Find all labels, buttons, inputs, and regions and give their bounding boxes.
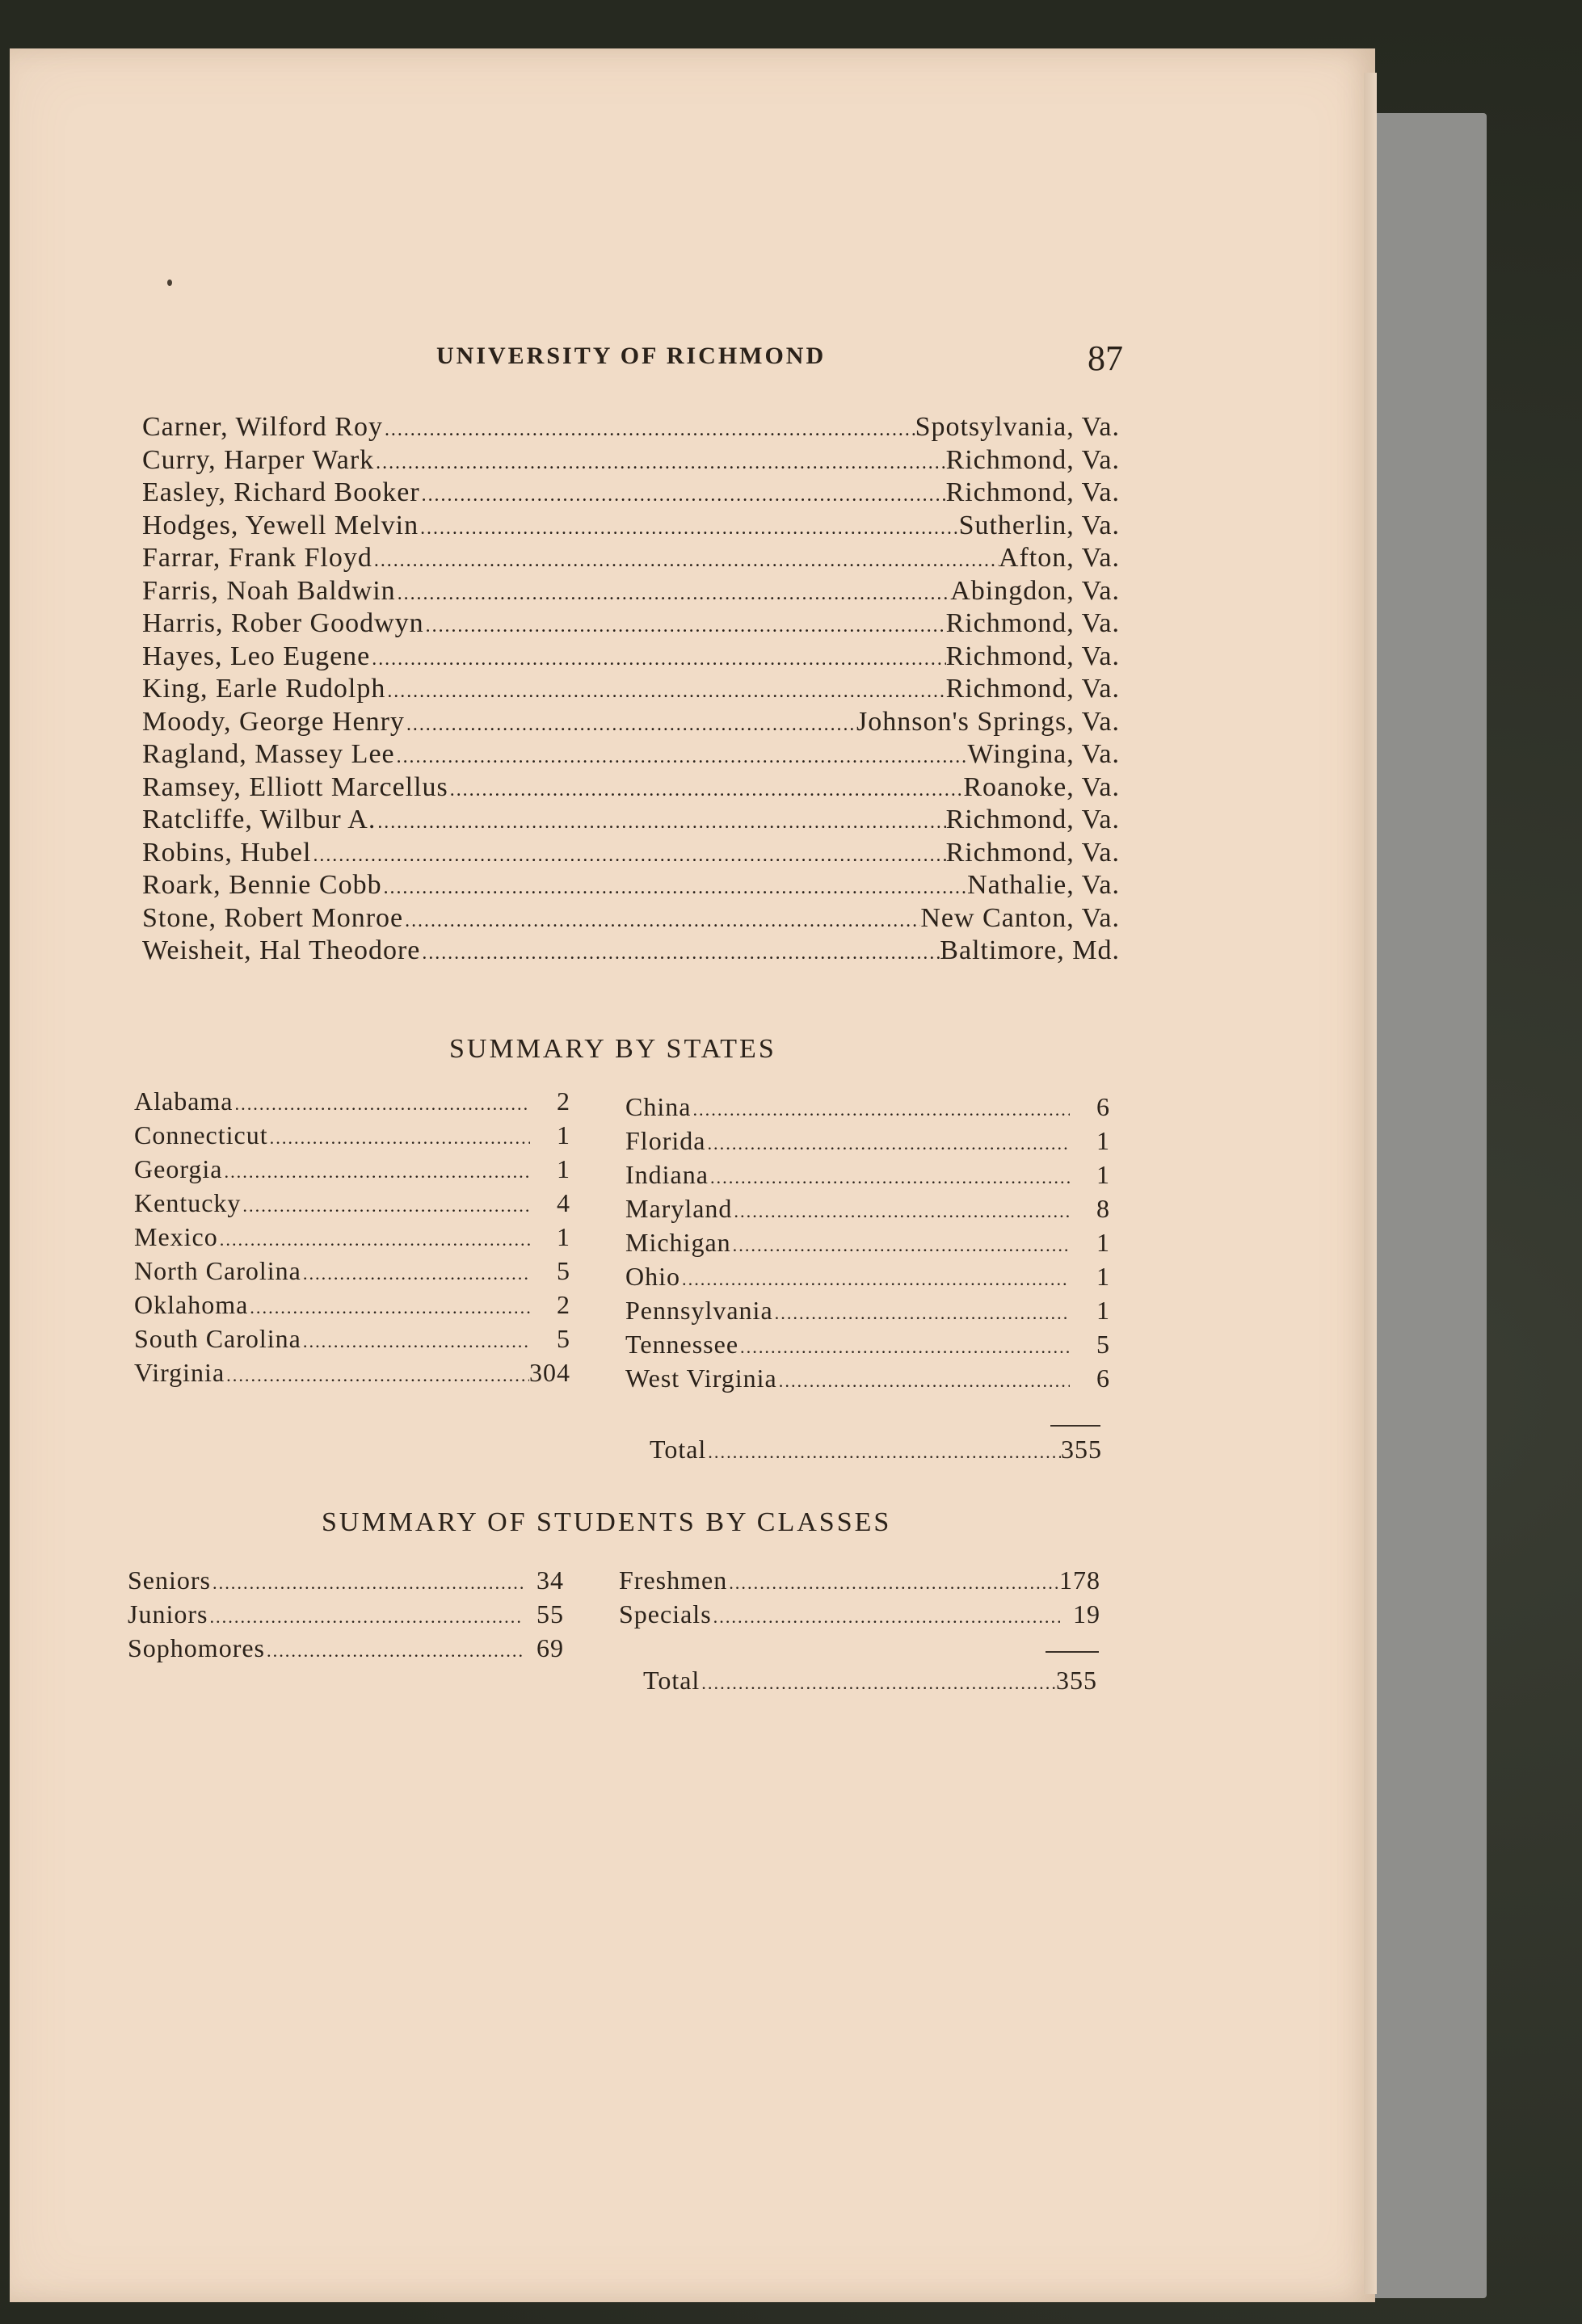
total-value: 355	[1061, 1435, 1102, 1464]
states-right-column	[625, 1092, 1110, 1397]
state-label: Maryland	[625, 1194, 733, 1223]
student-name: King, Earle Rudolph	[142, 674, 386, 704]
dot-leader	[405, 714, 856, 736]
student-home: Nathalie, Va.	[967, 870, 1120, 900]
list-item	[625, 1296, 1110, 1330]
classes-left-column	[128, 1565, 564, 1667]
dot-leader	[705, 1133, 1070, 1154]
list-item	[142, 838, 1120, 871]
sum-rule	[1050, 1425, 1100, 1427]
dot-leader	[424, 616, 946, 637]
class-count: 178	[1059, 1565, 1100, 1595]
ink-speck	[167, 279, 172, 286]
dot-leader	[385, 681, 945, 703]
list-item	[142, 903, 1120, 936]
sum-rule	[1046, 1651, 1099, 1653]
state-label: Virginia	[134, 1358, 225, 1387]
dot-leader	[706, 1442, 1061, 1463]
list-item	[142, 739, 1120, 772]
list-item	[625, 1330, 1110, 1364]
dot-leader	[211, 1573, 524, 1594]
student-name: Weisheit, Hal Theodore	[142, 935, 421, 965]
list-item	[625, 1126, 1110, 1160]
state-label: China	[625, 1092, 692, 1121]
dot-leader	[234, 1094, 531, 1115]
student-name: Hodges, Yewell Melvin	[142, 510, 419, 540]
list-item	[619, 1599, 1100, 1633]
dot-leader	[248, 1297, 530, 1318]
student-home: Afton, Va.	[998, 543, 1120, 573]
student-name: Ramsey, Elliott Marcellus	[142, 771, 448, 802]
student-home: Richmond, Va.	[945, 805, 1120, 834]
state-count: 2	[557, 1086, 570, 1116]
student-name: Carner, Wilford Roy	[142, 412, 383, 442]
dot-leader	[376, 812, 945, 834]
total-value: 355	[1056, 1666, 1097, 1695]
student-name: Roark, Bennie Cobb	[142, 870, 382, 900]
student-list	[142, 412, 1120, 969]
state-label: Florida	[625, 1126, 706, 1155]
class-count: 69	[536, 1633, 564, 1662]
state-count: 1	[557, 1154, 570, 1183]
list-item	[142, 511, 1120, 544]
list-item	[625, 1364, 1110, 1397]
list-item	[134, 1222, 570, 1256]
student-home: Johnson's Springs, Va.	[856, 706, 1120, 737]
student-home: Baltimore, Md.	[940, 935, 1120, 965]
class-count: 55	[536, 1599, 564, 1628]
dot-leader	[403, 910, 920, 932]
state-count: 5	[557, 1256, 570, 1285]
dot-leader	[727, 1573, 1059, 1594]
state-count: 1	[557, 1222, 570, 1251]
dot-leader	[311, 845, 945, 867]
state-count: 1	[1096, 1126, 1110, 1155]
dot-leader	[383, 419, 915, 441]
state-count: 4	[557, 1188, 570, 1217]
dot-leader	[448, 780, 964, 801]
dot-leader	[680, 1269, 1070, 1290]
classes-total	[643, 1666, 1097, 1700]
state-count: 1	[1096, 1160, 1110, 1189]
state-label: Indiana	[625, 1160, 709, 1189]
list-item	[134, 1154, 570, 1188]
state-label: Ohio	[625, 1262, 680, 1291]
student-name: Curry, Harper Wark	[142, 444, 375, 475]
state-count: 5	[557, 1324, 570, 1353]
student-home: Richmond, Va.	[945, 641, 1120, 671]
dot-leader	[268, 1128, 530, 1149]
class-label: Seniors	[128, 1565, 211, 1595]
list-item	[134, 1290, 570, 1324]
running-head: UNIVERSITY OF RICHMOND	[436, 343, 827, 369]
state-label: Connecticut	[134, 1120, 268, 1149]
list-item	[619, 1565, 1100, 1599]
dot-leader	[241, 1196, 530, 1217]
class-count: 34	[536, 1565, 564, 1595]
dot-leader	[419, 518, 958, 540]
dot-leader	[700, 1673, 1056, 1694]
class-label: Freshmen	[619, 1565, 728, 1595]
list-item	[142, 608, 1120, 641]
list-item	[625, 1228, 1110, 1262]
list-item	[134, 1324, 570, 1358]
student-name: Farrar, Frank Floyd	[142, 543, 372, 573]
list-item	[142, 576, 1120, 609]
dot-leader	[738, 1337, 1070, 1358]
state-label: South Carolina	[134, 1324, 301, 1353]
state-label: Michigan	[625, 1228, 731, 1257]
list-item	[128, 1565, 564, 1599]
summary-classes-title: SUMMARY OF STUDENTS BY CLASSES	[322, 1507, 892, 1537]
list-item	[134, 1086, 570, 1120]
total-label: Total	[650, 1435, 707, 1464]
state-label: Georgia	[134, 1154, 223, 1183]
page-number: 87	[1088, 338, 1123, 378]
state-count: 2	[557, 1290, 570, 1319]
dot-leader	[420, 943, 940, 964]
states-total	[650, 1435, 1102, 1469]
student-home: New Canton, Va.	[920, 902, 1120, 933]
dot-leader	[374, 452, 945, 474]
list-item	[128, 1599, 564, 1633]
dot-leader	[395, 746, 968, 768]
list-item	[142, 641, 1120, 675]
state-label: Alabama	[134, 1086, 234, 1116]
class-label: Juniors	[128, 1599, 208, 1628]
state-label: Kentucky	[134, 1188, 242, 1217]
dot-leader	[218, 1229, 530, 1250]
state-label: Mexico	[134, 1222, 218, 1251]
dot-leader	[265, 1641, 524, 1662]
student-name: Easley, Richard Booker	[142, 477, 420, 507]
list-item	[142, 772, 1120, 805]
list-item	[625, 1194, 1110, 1228]
state-label: West Virginia	[625, 1364, 777, 1393]
student-home: Wingina, Va.	[967, 739, 1120, 769]
student-name: Hayes, Leo Eugene	[142, 641, 371, 671]
list-item	[625, 1160, 1110, 1194]
total-row	[643, 1666, 1097, 1700]
list-item	[134, 1120, 570, 1154]
dot-leader	[709, 1167, 1070, 1188]
state-count: 1	[1096, 1228, 1110, 1257]
classes-right-column	[619, 1565, 1100, 1633]
list-item	[142, 445, 1120, 478]
list-item	[142, 805, 1120, 838]
student-name: Stone, Robert Monroe	[142, 902, 404, 933]
list-item	[625, 1262, 1110, 1296]
list-item	[142, 412, 1120, 445]
dot-leader	[372, 550, 999, 572]
page-edge	[1364, 73, 1377, 2294]
list-item	[142, 707, 1120, 740]
list-item	[142, 870, 1120, 903]
state-count: 5	[1096, 1330, 1110, 1359]
list-item	[128, 1633, 564, 1667]
list-item	[142, 477, 1120, 511]
dot-leader	[691, 1099, 1070, 1120]
total-row	[650, 1435, 1102, 1469]
student-home: Roanoke, Va.	[963, 771, 1120, 802]
student-home: Richmond, Va.	[945, 608, 1120, 638]
list-item	[142, 543, 1120, 576]
student-home: Richmond, Va.	[945, 837, 1120, 868]
dot-leader	[208, 1607, 524, 1628]
state-label: Tennessee	[625, 1330, 739, 1359]
state-count: 1	[1096, 1262, 1110, 1291]
dot-leader	[712, 1607, 1060, 1628]
state-count: 6	[1096, 1364, 1110, 1393]
student-name: Farris, Noah Baldwin	[142, 575, 396, 606]
dot-leader	[225, 1365, 529, 1386]
state-label: North Carolina	[134, 1256, 301, 1285]
list-item	[134, 1358, 570, 1392]
states-left-column	[134, 1086, 570, 1392]
student-name: Robins, Hubel	[142, 837, 312, 868]
dot-leader	[301, 1263, 530, 1284]
state-count: 6	[1096, 1092, 1110, 1121]
dot-leader	[222, 1162, 530, 1183]
list-item	[625, 1092, 1110, 1126]
student-home: Abingdon, Va.	[950, 575, 1120, 606]
list-item	[134, 1256, 570, 1290]
student-home: Spotsylvania, Va.	[915, 412, 1120, 442]
dot-leader	[731, 1235, 1070, 1256]
class-label: Specials	[619, 1599, 712, 1628]
state-count: 304	[529, 1358, 570, 1387]
total-label: Total	[643, 1666, 701, 1695]
state-label: Pennsylvania	[625, 1296, 773, 1325]
list-item	[142, 935, 1120, 969]
student-home: Richmond, Va.	[945, 477, 1120, 507]
dot-leader	[732, 1201, 1070, 1222]
dot-leader	[370, 649, 945, 670]
state-count: 8	[1096, 1194, 1110, 1223]
dot-leader	[301, 1331, 530, 1352]
summary-states-title: SUMMARY BY STATES	[449, 1034, 776, 1064]
student-name: Moody, George Henry	[142, 706, 405, 737]
dot-leader	[777, 1371, 1070, 1392]
student-name: Harris, Rober Goodwyn	[142, 608, 424, 638]
student-home: Sutherlin, Va.	[958, 510, 1120, 540]
student-home: Richmond, Va.	[945, 444, 1120, 475]
state-label: Oklahoma	[134, 1290, 249, 1319]
state-count: 1	[557, 1120, 570, 1149]
class-count: 19	[1073, 1599, 1100, 1628]
class-label: Sophomores	[128, 1633, 265, 1662]
dot-leader	[396, 583, 951, 605]
dot-leader	[420, 485, 946, 506]
list-item	[142, 674, 1120, 707]
dot-leader	[382, 877, 967, 899]
student-name: Ragland, Massey Lee	[142, 739, 395, 769]
dot-leader	[773, 1303, 1070, 1324]
state-count: 1	[1096, 1296, 1110, 1325]
list-item	[134, 1188, 570, 1222]
student-home: Richmond, Va.	[945, 674, 1120, 704]
student-name: Ratcliffe, Wilbur A.	[142, 805, 377, 834]
